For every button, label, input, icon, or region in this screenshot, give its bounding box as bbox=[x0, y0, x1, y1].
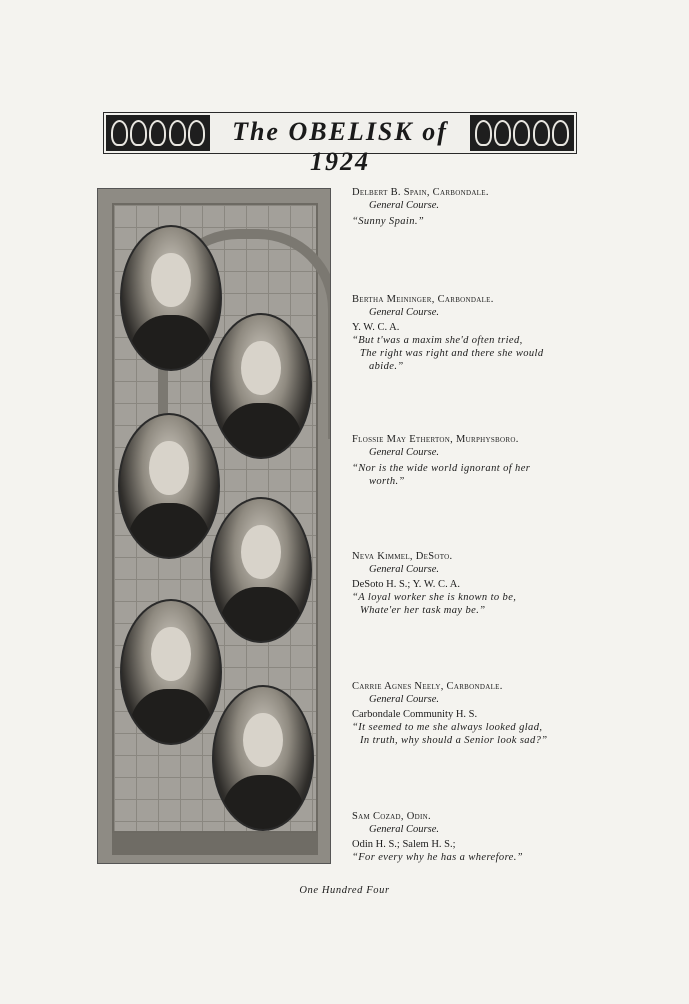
entry-quote-line: Whate'er her task may be.” bbox=[360, 605, 486, 616]
entry-activities: Y. W. C. A. bbox=[352, 322, 400, 333]
entry-neva-kimmel bbox=[352, 550, 652, 617]
portrait-panel bbox=[97, 188, 331, 864]
entry-quote-line: worth.” bbox=[369, 476, 405, 487]
entry-quote-line: “For every why he has a wherefore.” bbox=[352, 852, 523, 863]
yearbook-banner bbox=[103, 112, 577, 176]
portrait-bertha-meininger bbox=[210, 313, 312, 459]
entry-course: General Course. bbox=[369, 447, 439, 458]
entry-activities: Odin H. S.; Salem H. S.; bbox=[352, 839, 456, 850]
portrait-neva-kimmel bbox=[210, 497, 312, 643]
entry-quote-line: abide.” bbox=[369, 361, 404, 372]
entry-bertha-meininger bbox=[352, 293, 652, 373]
entry-quote-line: “But t'was a maxim she'd often tried, bbox=[352, 335, 523, 346]
entry-course: General Course. bbox=[369, 307, 439, 318]
entry-course: General Course. bbox=[369, 694, 439, 705]
page-number: One Hundred Four bbox=[299, 885, 390, 896]
entry-delbert-spain bbox=[352, 186, 652, 228]
entry-name: Carrie Agnes Neely, Carbondale. bbox=[352, 681, 503, 692]
entry-flossie-etherton bbox=[352, 433, 652, 488]
entry-activities: Carbondale Community H. S. bbox=[352, 709, 478, 720]
entry-name: Neva Kimmel, DeSoto. bbox=[352, 551, 453, 562]
entry-name: Delbert B. Spain, Carbondale. bbox=[352, 187, 489, 198]
banner-title: The OBELISK of 1924 bbox=[232, 117, 448, 176]
entry-quote-line: “Nor is the wide world ignorant of her bbox=[352, 463, 531, 474]
portrait-delbert-spain bbox=[120, 225, 222, 371]
entry-quote-line: “A loyal worker she is known to be, bbox=[352, 592, 517, 603]
portrait-flossie-etherton bbox=[118, 413, 220, 559]
entry-quote-line: In truth, why should a Senior look sad?” bbox=[360, 735, 548, 746]
entry-name: Sam Cozad, Odin. bbox=[352, 811, 431, 822]
entry-course: General Course. bbox=[369, 824, 439, 835]
entry-quote-line: “Sunny Spain.” bbox=[352, 216, 425, 227]
entry-quote-line: The right was right and there she would bbox=[360, 348, 544, 359]
entry-course: General Course. bbox=[369, 564, 439, 575]
entry-quote-line: “It seemed to me she always looked glad, bbox=[352, 722, 543, 733]
entry-activities: DeSoto H. S.; Y. W. C. A. bbox=[352, 579, 460, 590]
portrait-carrie-neely bbox=[120, 599, 222, 745]
entry-sam-cozad bbox=[352, 810, 652, 864]
entry-carrie-neely bbox=[352, 680, 652, 747]
scroll-ornament-right bbox=[470, 115, 574, 151]
entry-course: General Course. bbox=[369, 200, 439, 211]
portrait-sam-cozad bbox=[212, 685, 314, 831]
panel-base bbox=[112, 833, 318, 855]
entry-name: Bertha Meininger, Carbondale. bbox=[352, 294, 494, 305]
entry-name: Flossie May Etherton, Murphysboro. bbox=[352, 434, 519, 445]
scroll-ornament-left bbox=[106, 115, 210, 151]
